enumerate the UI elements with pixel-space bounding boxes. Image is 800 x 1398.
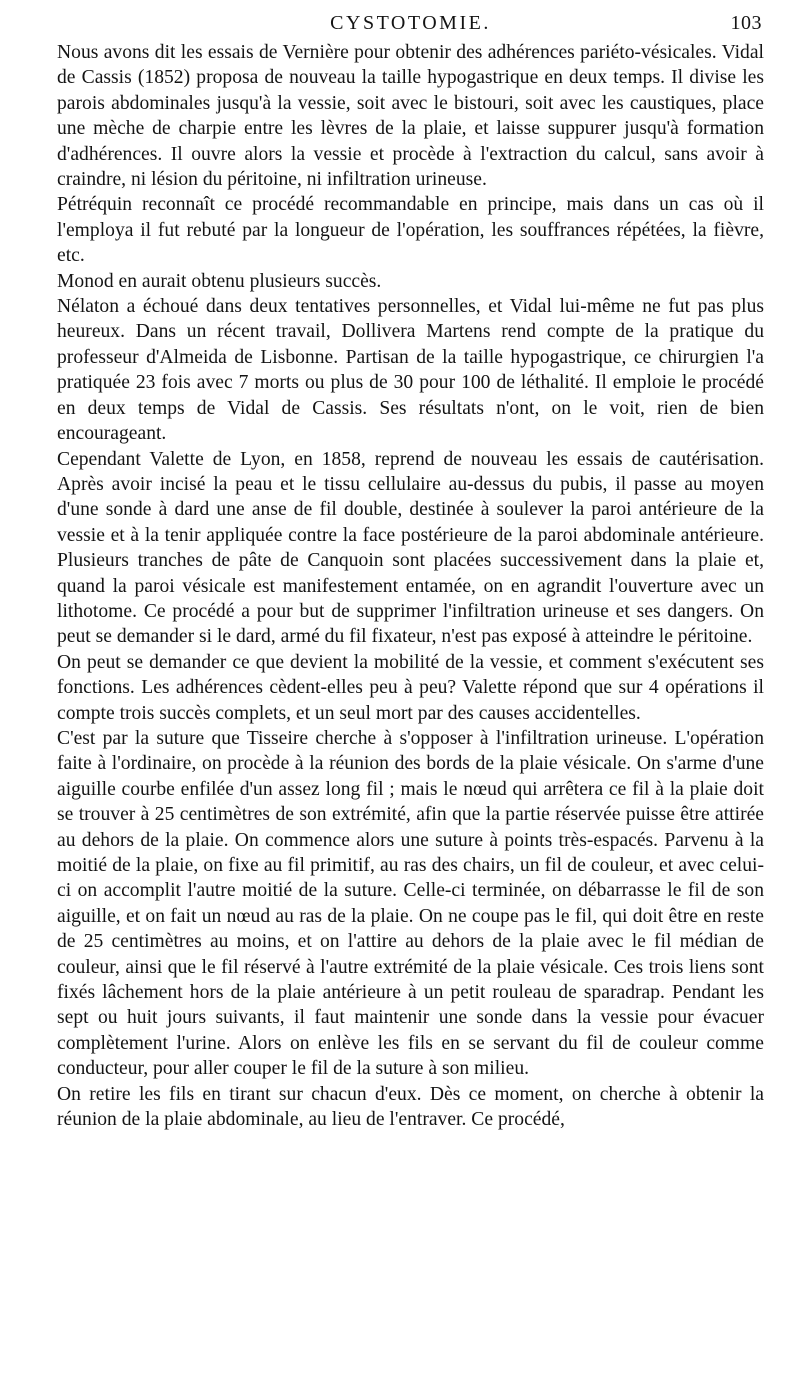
paragraph-nelaton: Nélaton a échoué dans deux tentatives personnelles, et Vidal lui-même ne fut pas plus heureux. Dans un récent travail, Dollivera Martens rend compte de la pratique du professeur d'Almeida de Lisbonne. Partisan de la taille hypogastrique, ce chirurgien l'a pratiquée 23 fois avec 7 morts ou plus de 30 pour 100 de léthalité. Il emploie le procédé en deux temps de Vidal de Cassis. Ses résultats n'ont, on le voit, rien de bien encourageant. [57, 296, 764, 445]
body-text [57, 40, 764, 1132]
running-title: CYSTOTOMIE. [330, 12, 491, 34]
paragraph-valette: Cependant Valette de Lyon, en 1858, reprend de nouveau les essais de cautérisation. Après avoir incisé la peau et le tissu cellulaire au-dessus du pubis, il passe au moyen d'une sonde à dard une anse de fil double, destinée à soulever la paroi antérieure de la vessie et à la tenir appliquée contre la face postérieure de la paroi abdominale antérieure. Plusieurs tranches de pâte de Canquoin sont placées successivement dans la plaie et, quand la paroi vésicale est manifestement entamée, on en agrandit l'ouverture avec un lithotome. Ce procédé a pour but de supprimer l'infiltration urineuse et ses dangers. On peut se demander si le dard, armé du fil fixateur, n'est pas exposé à atteindre le péritoine. [57, 448, 764, 648]
running-header [57, 0, 764, 40]
paragraph-monod: Monod en aurait obtenu plusieurs succès. [57, 270, 382, 292]
paragraph-petrequin: Pétréquin reconnaît ce procédé recommandable en principe, mais dans un cas où il l'employa il fut rebuté par la longueur de l'opération, les souffrances répétées, la fièvre, etc. [57, 194, 764, 267]
paragraph-retrait-fils: On retire les fils en tirant sur chacun d'eux. Dès ce moment, on cherche à obtenir la réunion de la plaie abdominale, au lieu de l'entraver. Ce procédé, [57, 1083, 764, 1131]
paragraph-tisseire: C'est par la suture que Tisseire cherche à s'opposer à l'infiltration urineuse. L'opération faite à l'ordinaire, on procède à la réunion des bords de la plaie vésicale. On s'arme d'une aiguille courbe enfilée d'un assez long fil ; mais le nœud qui arrêtera ce fil à la plaie doit se trouver à 25 centimètres de son extrémité, afin que la partie réservée puisse être attirée au dehors de la plaie. On commence alors une suture à points très-espacés. Parvenu à la moitié de la plaie, on fixe au fil primitif, au ras des chairs, un fil de couleur, et avec celui-ci on accomplit l'autre moitié de la suture. Celle-ci terminée, on débarrasse le fil de son aiguille, et on fait un nœud au ras de la plaie. On ne coupe pas le fil, qui doit être en reste de 25 centimètres au moins, et on l'attire au dehors de la plaie avec le fil médian de couleur, ainsi que le fil réservé à l'autre extrémité de la plaie vésicale. Ces trois liens sont fixés lâchement hors de la plaie antérieure à un petit rouleau de sparadrap. Pendant les sept ou huit jours suivants, il faut maintenir une sonde dans la vessie pour évacuer complètement l'urine. Alors on enlève les fils en se servant du fil de couleur comme conducteur, pour aller couper le fil de la suture à son milieu. [57, 727, 764, 1080]
paragraph-verniere-vidal: Nous avons dit les essais de Vernière pour obtenir des adhérences pariéto-vésicales. Vidal de Cassis (1852) proposa de nouveau la taille hypogastrique en deux temps. Il divise les parois abdominales jusqu'à la vessie, soit avec le bistouri, soit avec les caustiques, place une mèche de charpie entre les lèvres de la plaie, et laisse suppurer jusqu'à formation d'adhérences. Il ouvre alors la vessie et procède à l'extraction du calcul, sans avoir à craindre, ni lésion du péritoine, ni infiltration urineuse. [57, 42, 764, 191]
page-number: 103 [730, 12, 762, 34]
paragraph-mobilite: On peut se demander ce que devient la mobilité de la vessie, et comment s'exécutent ses fonctions. Les adhérences cèdent-elles peu à peu? Valette répond que sur 4 opérations il compte trois succès complets, et un seul mort par des causes accidentelles. [57, 651, 764, 724]
